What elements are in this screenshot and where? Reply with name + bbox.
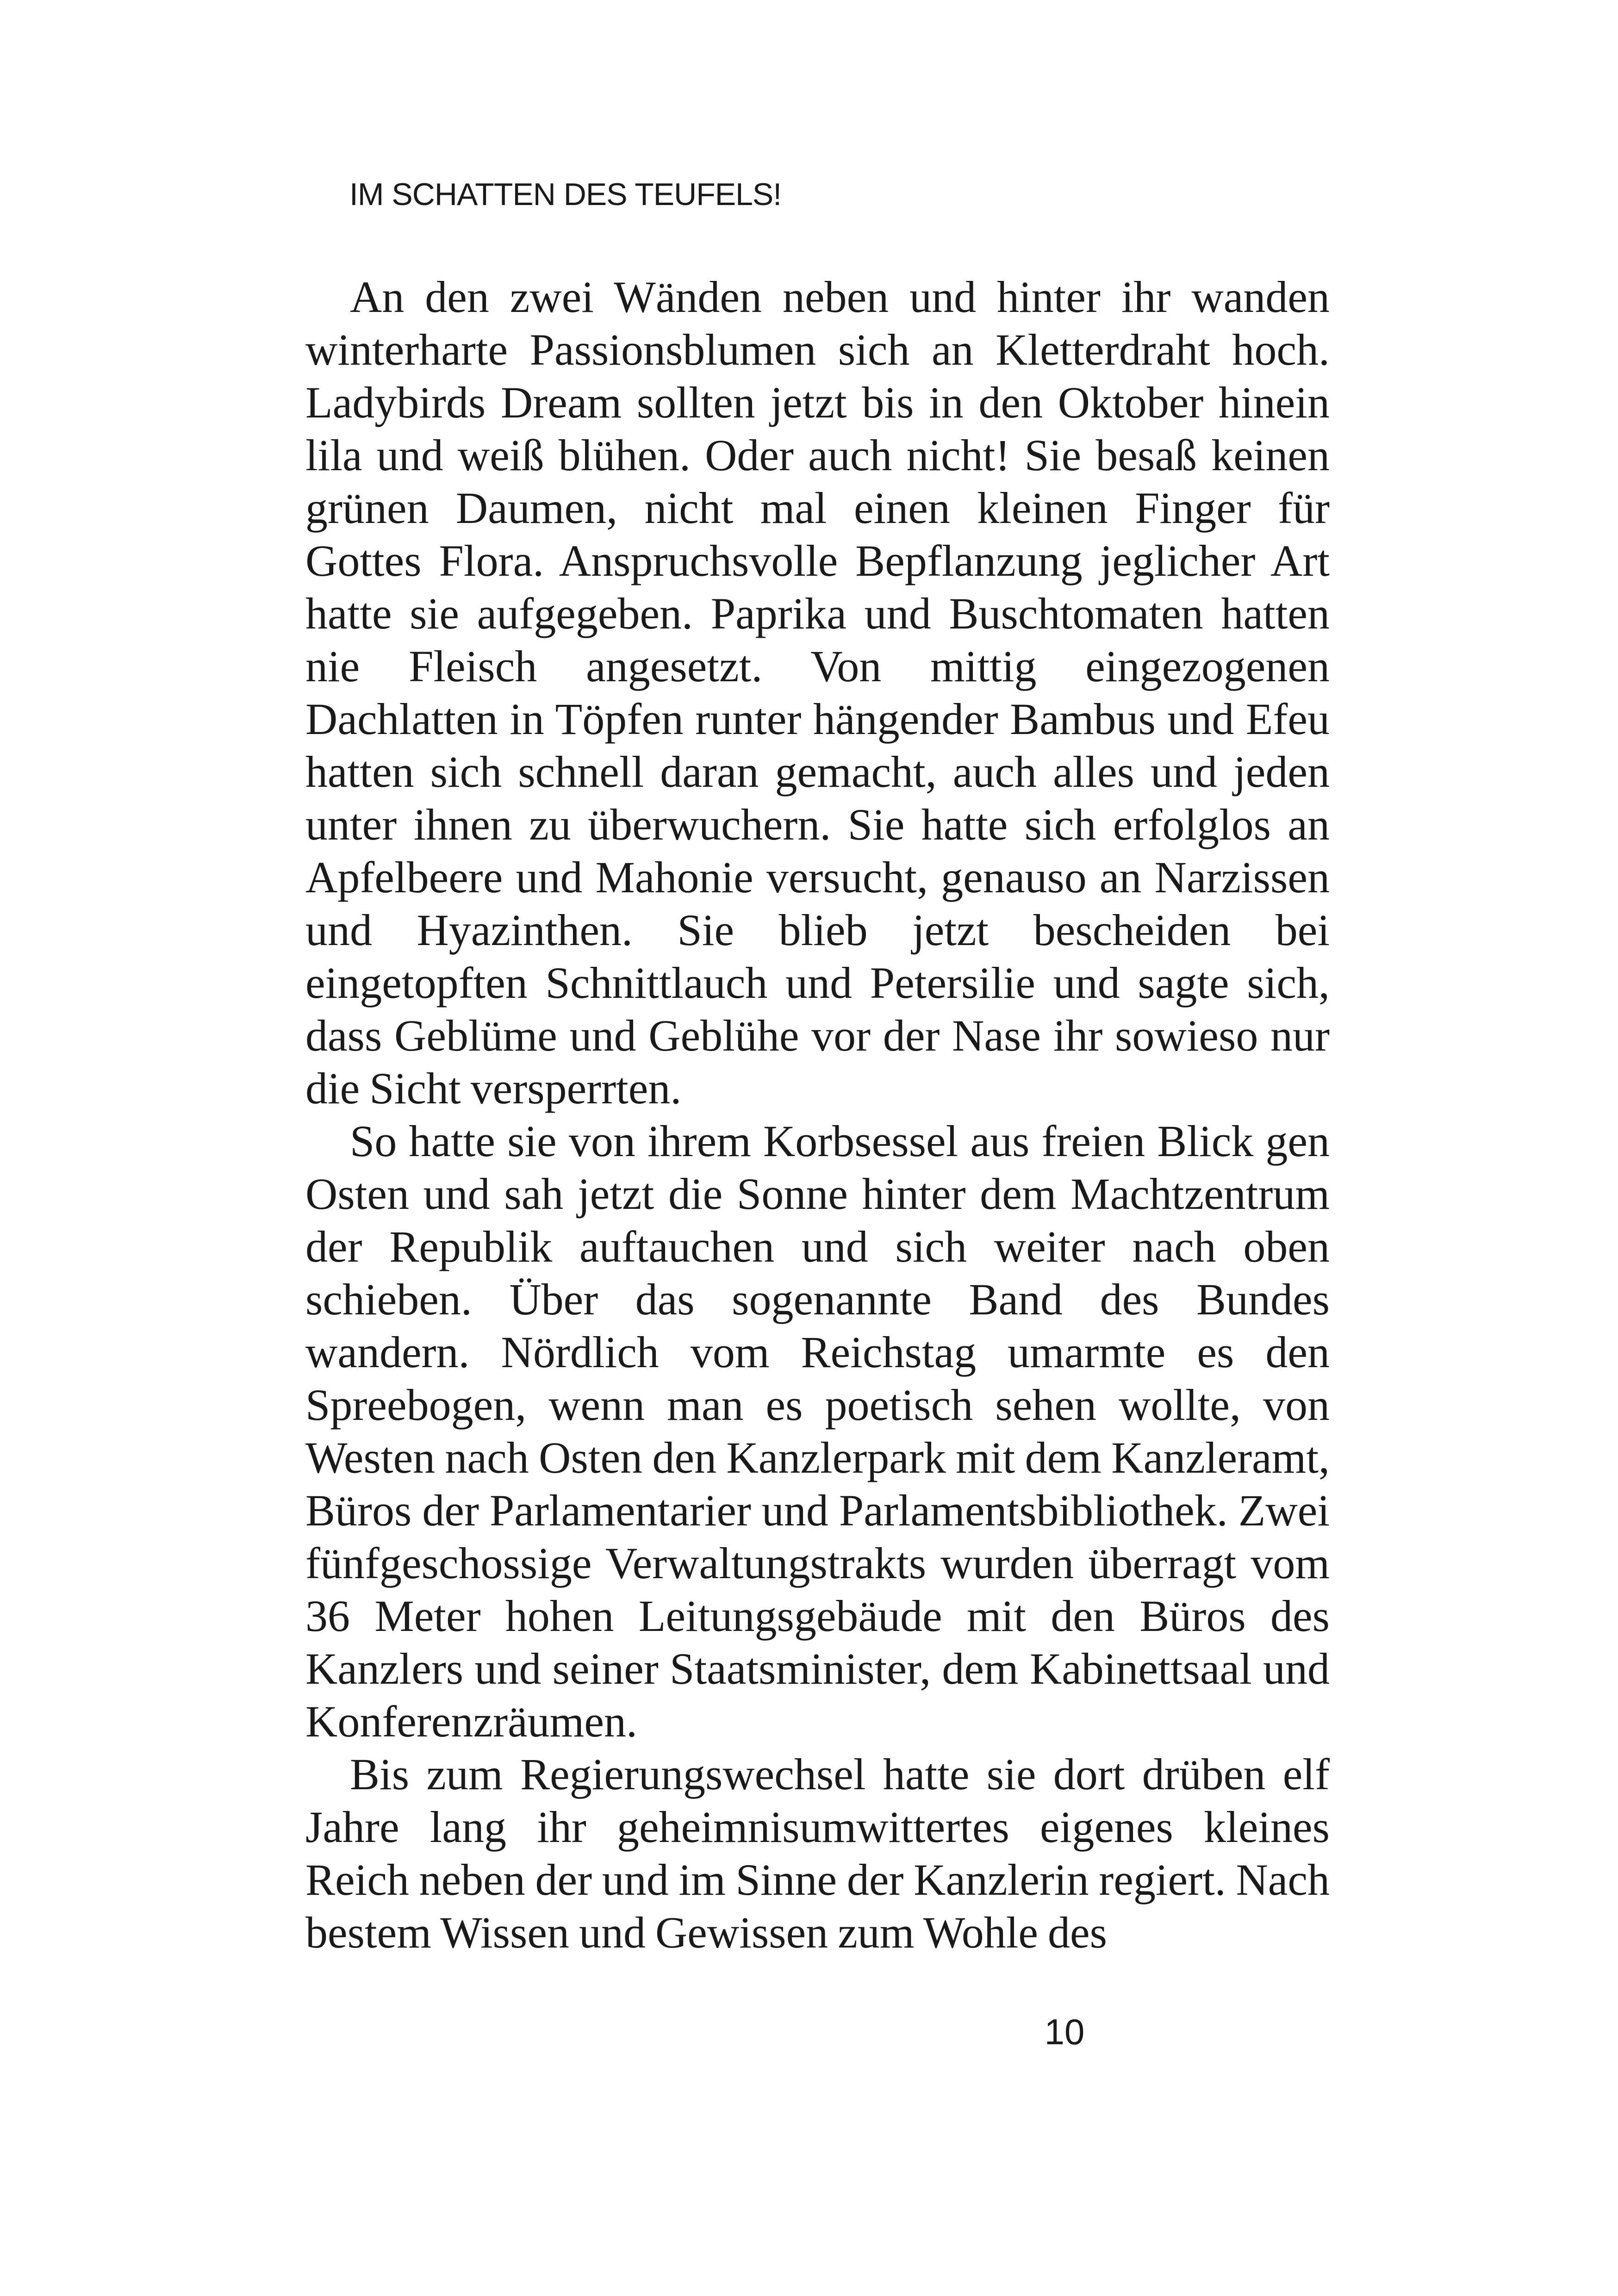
paragraph: So hatte sie von ihrem Korbsessel aus freien Blick gen Osten und sah jetzt die Sonne hinter dem Machtzentrum der Republik auftauchen und sich weiter nach oben schieben. Über das sogenannte Band des Bundes wandern. Nördlich vom Reichstag umarmte es den Spreebogen, wenn man es poetisch sehen wollte, von Westen nach Osten den Kanzlerpark mit dem Kanzleramt, Büros der Parlamentarier und Parlamentsbibliothek. Zwei fünfgeschossige Verwaltungstrakts wurden überragt vom 36 Meter hohen Leitungsgebäude mit den Büros des Kanzlers und seiner Staatsminister, dem Kabinettsaal und Konferenzräumen. [305, 1116, 1330, 1746]
page-number: 10 [1044, 2011, 1085, 2052]
paragraph: Bis zum Regierungswechsel hatte sie dort drüben elf Jahre lang ihr geheimnisumwittertes eigenes kleines Reich neben der und im Sinne der Kanzlerin regiert. Nach bestem Wissen und Gewissen zum Wohle des [305, 1749, 1330, 1957]
paragraph: An den zwei Wänden neben und hinter ihr wanden winterharte Passionsblumen sich an Kletterdraht hoch. Ladybirds Dream sollten jetzt bis in den Oktober hinein lila und weiß blühen. Oder auch nicht! Sie besaß keinen grünen Daumen, nicht mal einen kleinen Finger für Gottes Flora. Anspruchsvolle Bepflanzung jeglicher Art hatte sie aufgegeben. Paprika und Buschtomaten hatten nie Fleisch angesetzt. Von mittig eingezogenen Dachlatten in Töpfen runter hängender Bambus und Efeu hatten sich schnell daran gemacht, auch alles und jeden unter ihnen zu überwuchern. Sie hatte sich erfolglos an Apfelbeere und Mahonie versucht, genauso an Narzissen und Hyazinthen. Sie blieb jetzt bescheiden bei eingetopften Schnittlauch und Petersilie und sagte sich, dass Geblüme und Geblühe vor der Nase ihr sowieso nur die Sicht versperrten. [305, 272, 1330, 1113]
body-text [305, 271, 1330, 1959]
running-header-title: IM SCHATTEN DES TEUFELS! [349, 177, 782, 212]
